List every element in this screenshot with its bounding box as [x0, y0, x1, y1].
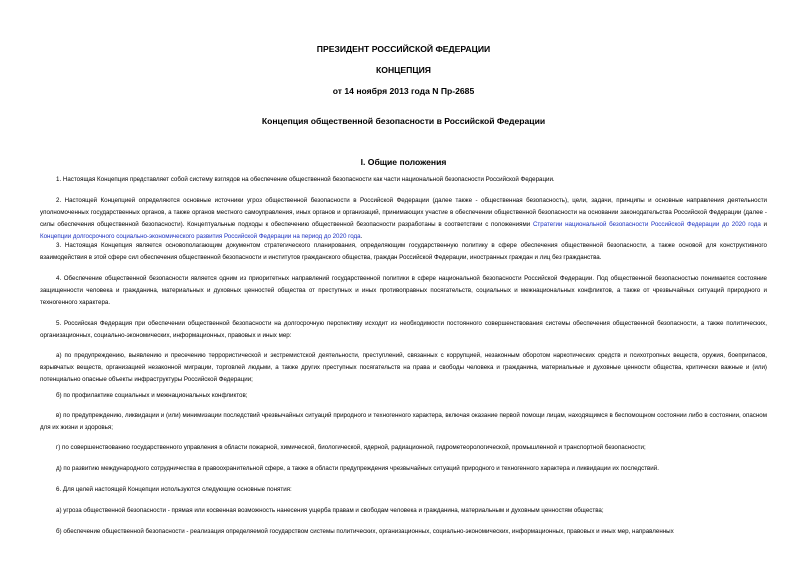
document-issuer: ПРЕЗИДЕНТ РОССИЙСКОЙ ФЕДЕРАЦИИ — [316, 44, 491, 54]
paragraph-5a-text: а) по предупреждению, выявлению и пресечению террористической и экстремистской деятельности, преступлений, связанных с коррупцией, незаконным оборотом наркотических средств и психотропных веществ, оружия, боеприпасов, взрывчатых веществ, организацией незаконной миграции, торговлей людьми, а также других преступных посягательств на права и свободы человека и гражданина, материальные и духовные ценности общества, критически важные и (или) потенциально опасные объекты инфраструктуры Российской Федерации; — [40, 352, 767, 383]
paragraph-2-and: и — [760, 221, 767, 228]
paragraph-5d-text: д) по развитию международного сотрудничества в правоохранительной сфере, а также в области предупреждения чрезвычайных ситуаций природного и техногенного характера и ликвидации их последствий. — [56, 465, 659, 472]
document-type: КОНЦЕПЦИЯ — [376, 65, 431, 75]
document-date-number: от 14 ноября 2013 года N Пр-2685 — [332, 86, 475, 96]
paragraph-6 — [40, 484, 767, 496]
paragraph-5b — [40, 390, 767, 402]
paragraph-6-text: 6. Для целей настоящей Концепции используются следующие основные понятия: — [56, 486, 292, 493]
paragraph-5 — [40, 318, 767, 342]
paragraph-5v — [40, 410, 767, 434]
paragraph-2 — [40, 195, 767, 243]
paragraph-4 — [40, 273, 767, 309]
paragraph-5a — [40, 350, 767, 386]
paragraph-5d — [40, 463, 767, 475]
link-national-security-strategy[interactable]: Стратегии национальной безопасности Российской Федерации до 2020 года — [532, 221, 761, 228]
paragraph-1 — [40, 174, 767, 186]
paragraph-2-text: 2. Настоящей Концепцией определяются основные источники угроз общественной безопасности в Российской Федерации (далее также - общественная безопасность), цели, задачи, принципы и основные направления деятельности уполномоченных государственных органов, а также органов местного самоуправления, иных органов и организаций, принимающих участие в обеспечении общественной безопасности на основании законодательства Российской Федерации (далее - силы обеспечения общественной безопасности). Концептуальные подходы к обеспечению общественной безопасности разработаны в соответствии с положениями — [40, 197, 767, 228]
paragraph-6b — [40, 526, 767, 538]
paragraph-1-text: 1. Настоящая Концепция представляет собой систему взглядов на обеспечение общественной безопасности как части национальной безопасности Российской Федерации. — [56, 176, 555, 183]
paragraph-5g — [40, 442, 767, 454]
paragraph-5-text: 5. Российская Федерация при обеспечении общественной безопасности на долгосрочную перспективу исходит из необходимости постоянного совершенствования системы обеспечения общественной безопасности, а также политических, организационных, социально-экономических, информационных, правовых и иных мер: — [40, 320, 767, 339]
section-heading: I. Общие положения — [360, 157, 447, 167]
paragraph-5b-text: б) по профилактике социальных и межнациональных конфликтов; — [56, 392, 248, 399]
paragraph-6a — [40, 505, 767, 517]
paragraph-3-text: 3. Настоящая Концепция является основополагающим документом стратегического планирования, определяющим государственную политику в сфере обеспечения общественной безопасности, а также основой для конструктивного взаимодействия в этой сфере сил обеспечения общественной безопасности и институтов гражданского общества, граждан Российской Федерации, иностранных граждан и лиц без гражданства. — [40, 242, 767, 261]
paragraph-4-text: 4. Обеспечение общественной безопасности является одним из приоритетных направлений государственной политики в сфере национальной безопасности Российской Федерации. Под общественной безопасностью понимается состояние защищенности человека и гражданина, материальных и духовных ценностей общества от преступных и иных противоправных посягательств, социальных и межнациональных конфликтов, а также от чрезвычайных ситуаций природного и техногенного характера. — [40, 275, 767, 306]
paragraph-3 — [40, 240, 767, 264]
paragraph-5g-text: г) по совершенствованию государственного управления в области пожарной, химической, биологической, ядерной, радиационной, гидрометеорологической, промышленной и транспортной безопасности; — [56, 444, 646, 451]
link-long-term-development-concept[interactable]: Концепции долгосрочного социально-экономического развития Российской Федерации на период до 2020 года — [40, 233, 361, 240]
paragraph-6b-text: б) обеспечение общественной безопасности - реализация определяемой государством системы политических, организационных, социально-экономических, информационных, правовых и иных мер, направленных — [56, 528, 674, 535]
document-title: Концепция общественной безопасности в Российской Федерации — [261, 116, 546, 126]
paragraph-6a-text: а) угроза общественной безопасности - прямая или косвенная возможность нанесения ущерба правам и свободам человека и гражданина, материальным и духовным ценностям общества; — [56, 507, 604, 514]
paragraph-2-end: . — [360, 233, 363, 240]
paragraph-5v-text: в) по предупреждению, ликвидации и (или) минимизации последствий чрезвычайных ситуаций природного и техногенного характера, включая оказание первой помощи лицам, находящимся в беспомощном состоянии либо в состоянии, опасном для их жизни и здоровья; — [40, 412, 767, 431]
